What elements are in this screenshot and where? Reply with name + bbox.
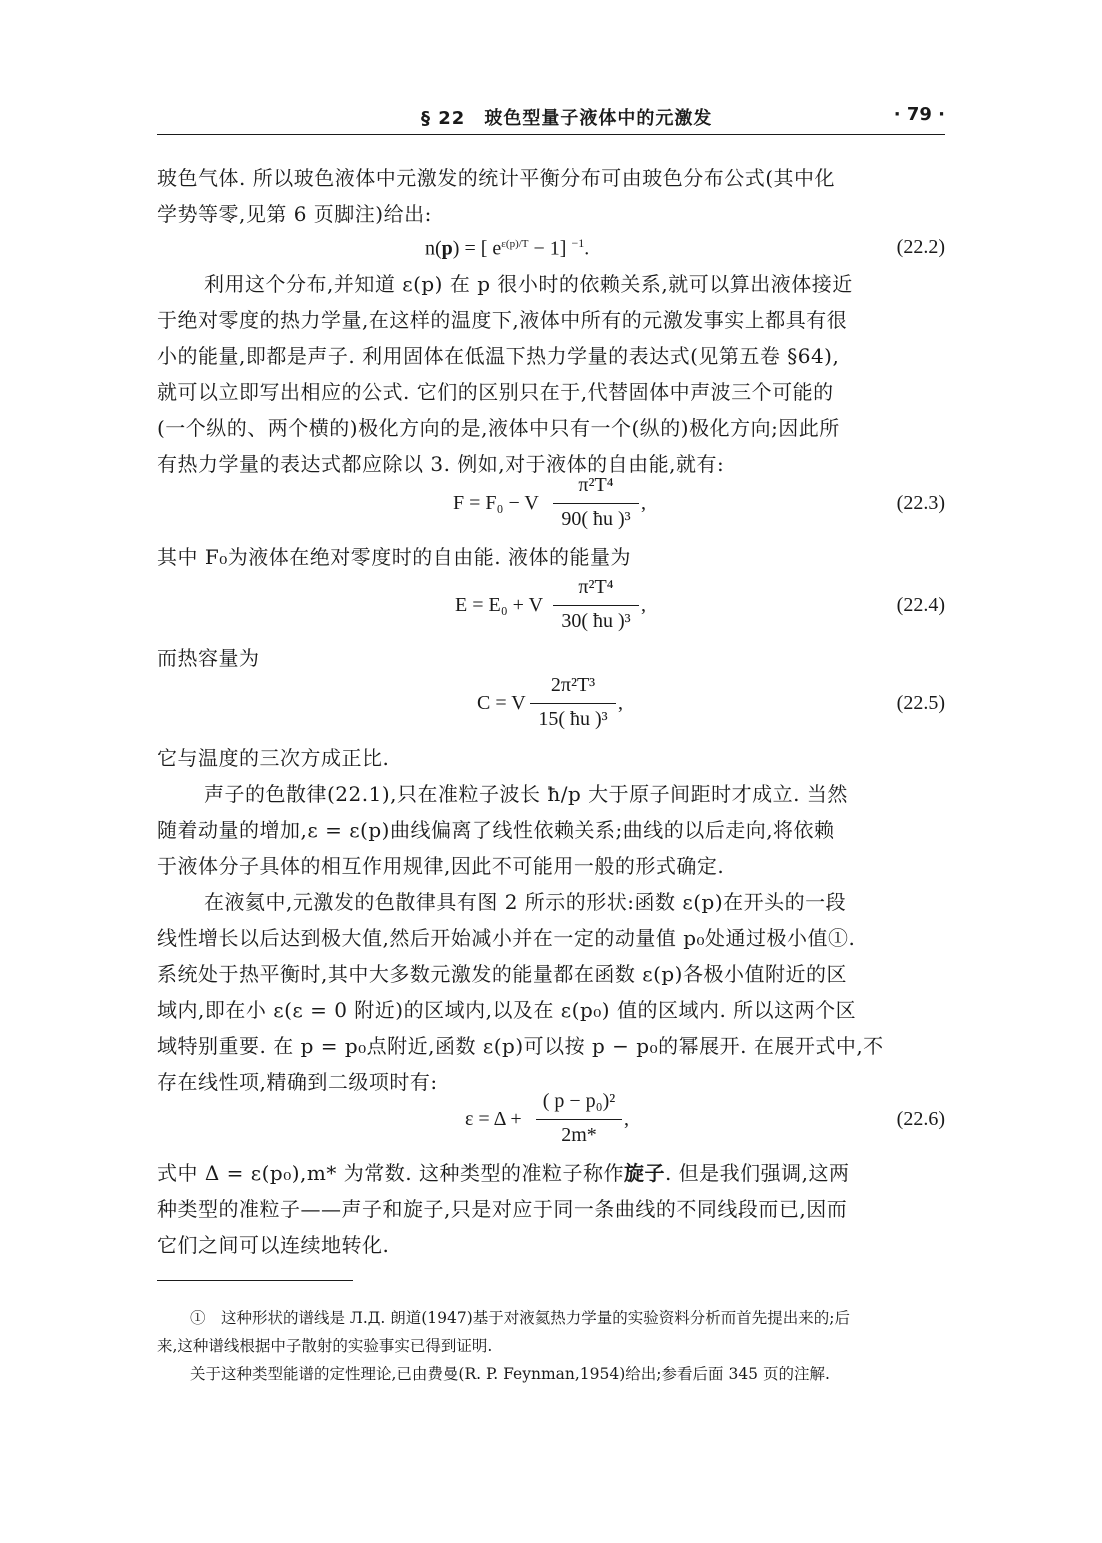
equation-22-3-lhs: F = F₀ − V (453, 492, 539, 514)
text-line: 它与温度的三次方成正比. (157, 746, 390, 770)
text-line: 域特别重要. 在 p = p₀点附近,函数 ε(p)可以按 p − p₀的幂展开. 在展开式中,不 (157, 1034, 884, 1058)
term-roton: 旋子 (623, 1161, 665, 1185)
footnote-rule (157, 1280, 353, 1281)
equation-punct: , (641, 594, 646, 616)
footnote-line: ① 这种形状的谱线是 Л.Д. 朗道(1947)基于对液氦热力学量的实验资料分析而首先提出来的;后 (190, 1309, 851, 1327)
text-line: 而热容量为 (157, 646, 260, 670)
equation-22-3-numerator: π²T⁴ (578, 474, 614, 496)
equation-22-4-numerator: π²T⁴ (578, 576, 614, 598)
text-line: 存在线性项,精确到二级项时有: (157, 1070, 438, 1094)
text-line: 在液氦中,元激发的色散律具有图 2 所示的形状:函数 ε(p)在开头的一段 (204, 890, 847, 914)
text-line: 系统处于热平衡时,其中大多数元激发的能量都在函数 ε(p)各极小值附近的区 (157, 962, 847, 986)
text-run: . 但是我们强调,这两 (664, 1161, 850, 1185)
equation-number: (22.2) (896, 236, 945, 258)
text-line: 于绝对零度的热力学量,在这样的温度下,液体中所有的元激发事实上都具有很 (157, 308, 848, 332)
running-header (157, 104, 945, 134)
equation-number: (22.3) (896, 492, 945, 514)
footnote-line: 来,这种谱线根据中子散射的实验事实已得到证明. (157, 1337, 493, 1355)
equation-punct: , (641, 492, 646, 514)
text-line: 小的能量,即都是声子. 利用固体在低温下热力学量的表达式(见第五卷 §64), (157, 344, 840, 368)
equation-22-5-denominator: 15( ħu )³ (538, 708, 608, 730)
text-line: 线性增长以后达到极大值,然后开始减小并在一定的动量值 p₀处通过极小值①. (157, 926, 856, 950)
fraction-bar (536, 1119, 622, 1120)
text-line: 它们之间可以连续地转化. (157, 1233, 390, 1257)
text-line: 于液体分子具体的相互作用规律,因此不可能用一般的形式确定. (157, 854, 725, 878)
text-line: 种类型的准粒子——声子和旋子,只是对应于同一条曲线的不同线段而已,因而 (157, 1197, 848, 1221)
equation-22-4-lhs: E = E₀ + V (455, 594, 544, 616)
equation-number: (22.5) (896, 692, 945, 714)
text-run: 式中 Δ = ε(p₀),m* 为常数. 这种类型的准粒子称作 (157, 1161, 624, 1185)
fraction-bar (553, 503, 639, 504)
equation-22-6-denominator: 2m* (561, 1124, 597, 1146)
equation-number: (22.4) (896, 594, 945, 616)
equation-22-6-lhs: ε = Δ + (465, 1108, 522, 1130)
text-line (157, 1155, 945, 1191)
text-line: 声子的色散律(22.1),只在准粒子波长 ħ/p 大于原子间距时才成立. 当然 (204, 782, 848, 806)
text-line: 其中 F₀为液体在绝对零度时的自由能. 液体的能量为 (157, 545, 631, 569)
equation-22-4-denominator: 30( ħu )³ (561, 610, 631, 632)
text-line: (一个纵的、两个横的)极化方向的是,液体中只有一个(纵的)极化方向;因此所 (157, 416, 840, 440)
text-line: 玻色气体. 所以玻色液体中元激发的统计平衡分布可由玻色分布公式(其中化 (157, 166, 836, 190)
equation-22-2: n(p) = [ $e^{\varepsilon(p)/T} - 1$] $^{-1}$. (425, 236, 590, 260)
text-line: 有热力学量的表达式都应除以 3. 例如,对于液体的自由能,就有: (157, 452, 725, 476)
equation-punct: , (618, 692, 623, 714)
fraction-bar (553, 605, 639, 606)
equation-punct: , (624, 1108, 629, 1130)
header-rule (157, 134, 945, 135)
text-line: 域内,即在小 ε(ε = 0 附近)的区域内,以及在 ε(p₀) 值的区域内. 所以这两个区 (157, 998, 857, 1022)
text-line: 学势等零,见第 6 页脚注)给出: (157, 202, 432, 226)
equation-number: (22.6) (896, 1108, 945, 1130)
equation-22-5-numerator: 2π²T³ (550, 674, 596, 696)
footnote-line: 关于这种类型能谱的定性理论,已由费曼(R. P. Feynman,1954)给出;参看后面 345 页的注解. (190, 1365, 830, 1383)
fraction-bar (530, 703, 616, 704)
text-line: 就可以立即写出相应的公式. 它们的区别只在于,代替固体中声波三个可能的 (157, 380, 834, 404)
section-title: § 22 玻色型量子液体中的元激发 (421, 108, 713, 129)
equation-22-5-lhs: C = V (477, 692, 526, 714)
equation-22-6-numerator: ( p − p₀)² (542, 1090, 616, 1112)
equation-22-3-denominator: 90( ħu )³ (561, 508, 631, 530)
text-line: 随着动量的增加,ε = ε(p)曲线偏离了线性依赖关系;曲线的以后走向,将依赖 (157, 818, 835, 842)
text-line: 利用这个分布,并知道 ε(p) 在 p 很小时的依赖关系,就可以算出液体接近 (204, 272, 853, 296)
page-number: · 79 · (893, 104, 945, 125)
